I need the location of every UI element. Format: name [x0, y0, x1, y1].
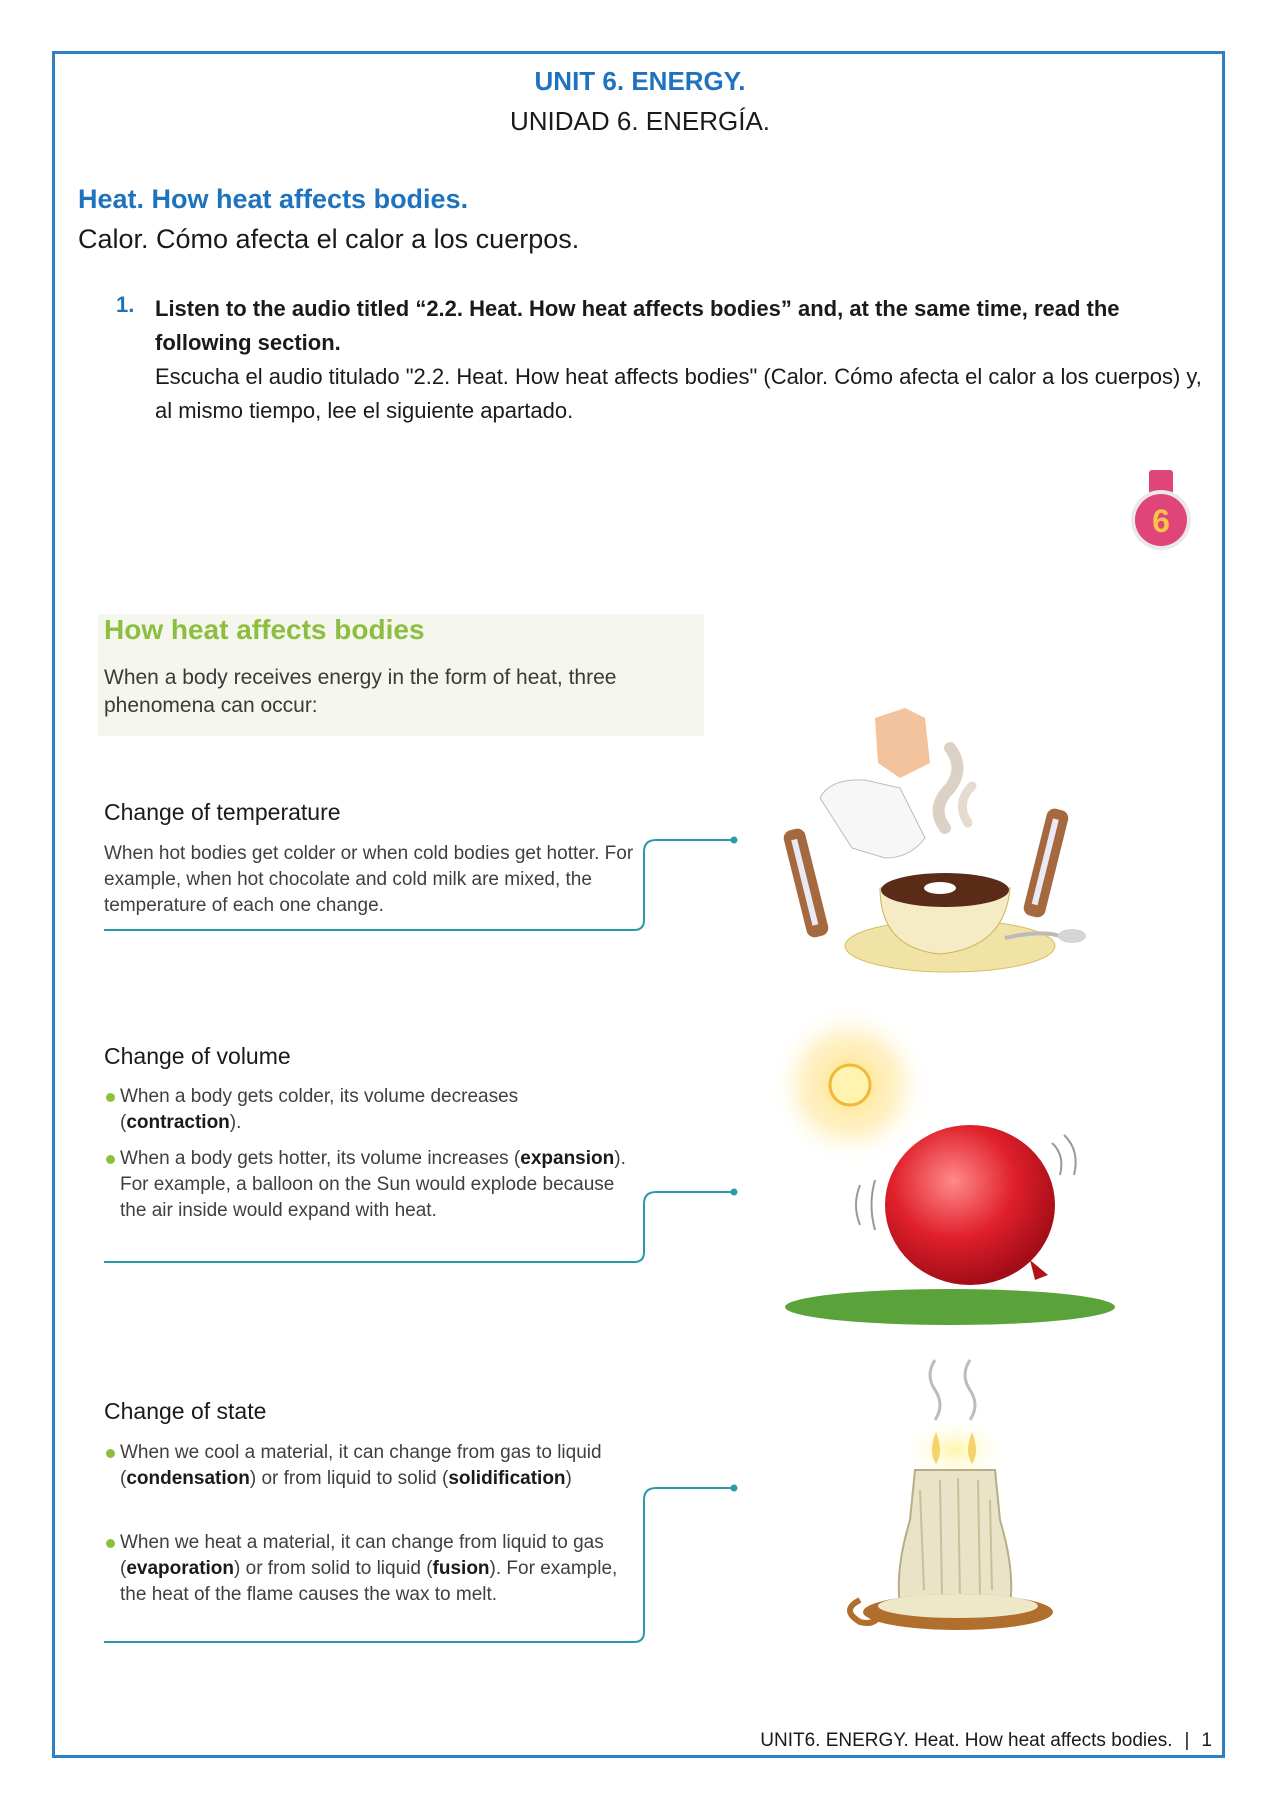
- section-subtitle: Calor. Cómo afecta el calor a los cuerpos.: [78, 224, 580, 254]
- bullet-dot-icon: [106, 1093, 115, 1102]
- footer-separator: |: [1184, 1730, 1190, 1751]
- volume-heading: Change of volume: [104, 1043, 291, 1069]
- temperature-connector: [104, 834, 744, 934]
- footer-text: UNIT6. ENERGY. Heat. How heat affects bodies.: [760, 1730, 1173, 1751]
- task-instruction-en: Listen to the audio titled “2.2. Heat. How heat affects bodies” and, at the same time, read the following section.: [155, 296, 1120, 355]
- bullet-dot-icon: [106, 1449, 115, 1458]
- term-evaporation: evaporation: [126, 1558, 235, 1579]
- unit-badge-icon: [1126, 470, 1196, 556]
- bullet-dot-icon: [106, 1155, 115, 1164]
- book-intro: When a body receives energy in the form of heat, three phenomena can occur:: [104, 666, 617, 717]
- temperature-heading: Change of temperature: [104, 799, 341, 825]
- badge-number: 6: [1152, 503, 1170, 539]
- task-instruction-es: Escucha el audio titulado "2.2. Heat. How heat affects bodies" (Calor. Cómo afecta el calor a los cuerpos) y, al mismo tiempo, lee el siguiente apartado.: [155, 364, 1202, 423]
- term-expansion: expansion: [520, 1148, 615, 1169]
- term-condensation: condensation: [126, 1468, 250, 1489]
- sun-balloon-illustration: [780, 1025, 1120, 1325]
- section-title: Heat. How heat affects bodies.: [78, 184, 469, 214]
- page-footer: [760, 1730, 1212, 1752]
- volume-bullet-expansion: When a body gets hotter, its volume increases (expansion). For example, a balloon on the Sun would explode because the air inside would expand with heat.: [104, 1146, 644, 1224]
- term-fusion: fusion: [432, 1558, 490, 1579]
- temperature-text: When hot bodies get colder or when cold bodies get hotter. For example, when hot chocolate and cold milk are mixed, the temperature of each one change.: [104, 843, 634, 916]
- state-bullet-cool: When we cool a material, it can change from gas to liquid (condensation) or from liquid to solid (solidification): [104, 1440, 644, 1492]
- book-section-title: How heat affects bodies: [104, 614, 425, 645]
- melting-candle-illustration: [840, 1360, 1080, 1650]
- term-solidification: solidification: [448, 1468, 566, 1489]
- hot-chocolate-illustration: [790, 708, 1090, 978]
- task-number: 1.: [116, 292, 135, 317]
- page-number: 1: [1201, 1730, 1212, 1751]
- unit-subtitle: UNIDAD 6. ENERGÍA.: [509, 106, 771, 136]
- state-bullet-heat: When we heat a material, it can change from liquid to gas (evaporation) or from solid to liquid (fusion). For example, the heat of the flame causes the wax to melt.: [104, 1530, 644, 1608]
- state-heading: Change of state: [104, 1398, 267, 1424]
- state-connector: [104, 1482, 744, 1646]
- unit-title: UNIT 6. ENERGY.: [534, 66, 746, 96]
- volume-connector: [104, 1186, 744, 1266]
- volume-bullet-contraction: When a body gets colder, its volume decreases (contraction).: [104, 1084, 644, 1136]
- term-contraction: contraction: [126, 1112, 230, 1133]
